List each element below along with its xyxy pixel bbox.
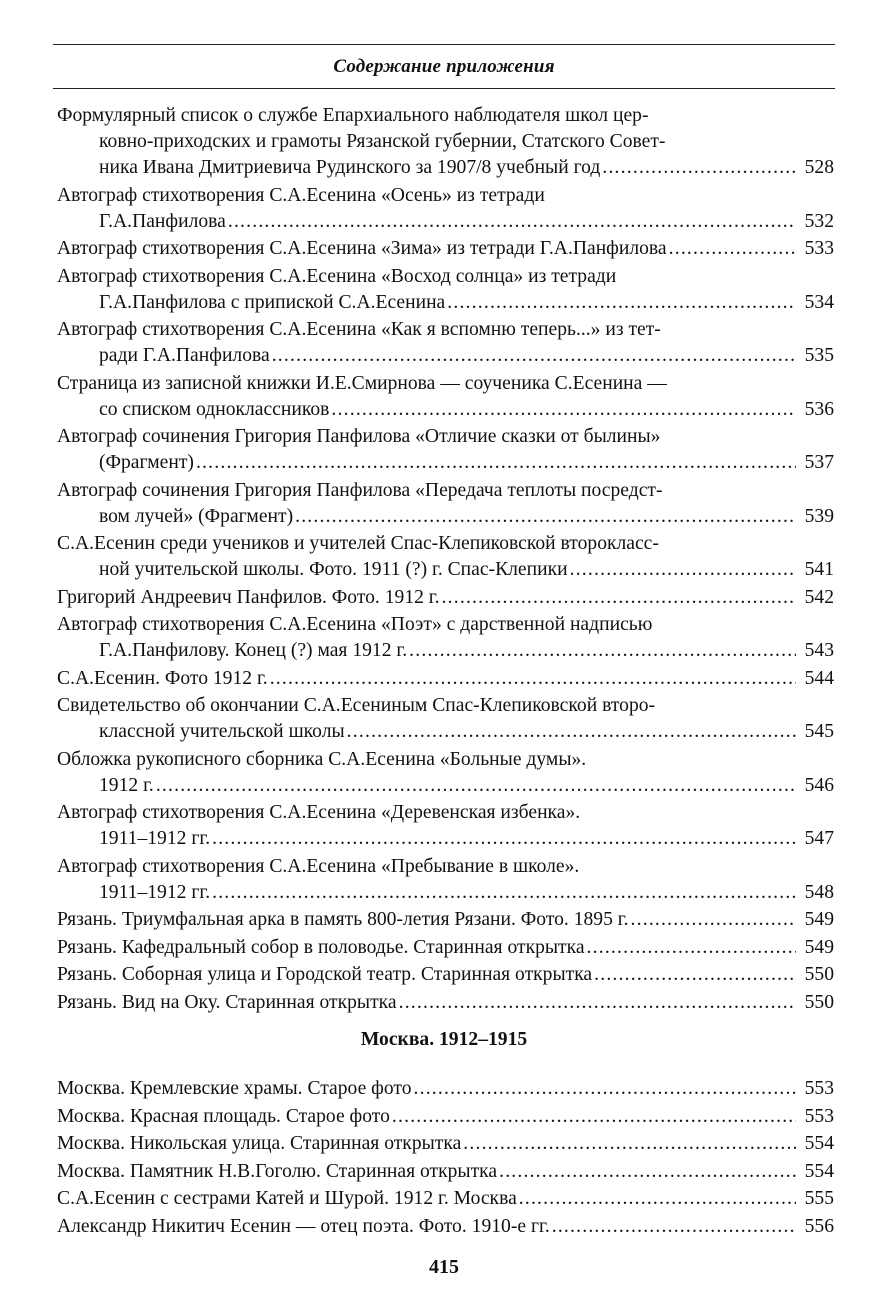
toc-entry — [57, 317, 834, 369]
dot-leader — [392, 1104, 796, 1130]
toc-page-number: 555 — [804, 1188, 834, 1209]
toc-entry — [57, 800, 834, 852]
toc-entry-text: Автограф стихотворения С.А.Есенина «Поэт» с дарственной надписью — [57, 614, 653, 635]
toc-entry-last-line — [57, 1214, 834, 1240]
toc-entry-last-line — [57, 397, 834, 423]
toc-entry-last-line — [57, 585, 834, 611]
toc-page-number: 554 — [804, 1133, 834, 1154]
toc-page-number: 544 — [804, 667, 834, 689]
toc-page-number: 556 — [804, 1215, 834, 1237]
toc-entry — [57, 666, 834, 692]
dot-leader — [447, 290, 796, 316]
toc-entry-text: Москва. Кремлевские храмы. Старое фото — [57, 1078, 412, 1099]
toc-entry — [57, 1104, 834, 1130]
toc-page-number: 553 — [804, 1105, 834, 1127]
toc-entry — [57, 585, 834, 611]
toc-entry-text: Автограф стихотворения С.А.Есенина «Деревенская избенка». — [57, 802, 581, 823]
toc-entry-text: Москва. Красная площадь. Старое фото — [57, 1105, 390, 1127]
dot-leader — [442, 585, 796, 611]
toc-entry — [57, 103, 834, 181]
header-bottom-rule — [53, 88, 835, 89]
toc-entry — [57, 236, 834, 262]
toc-list-moscow — [57, 1076, 834, 1241]
toc-page-number: 549 — [804, 936, 834, 958]
toc-entry-last-line — [57, 638, 834, 664]
toc-entry — [57, 371, 834, 423]
toc-page-number: 532 — [804, 210, 834, 232]
toc-entry — [57, 531, 834, 583]
toc-page-number: 546 — [804, 774, 834, 796]
toc-page-number: 539 — [804, 505, 834, 527]
toc-entry-text: Автограф сочинения Григория Панфилова «Передача теплоты посредст- — [57, 479, 663, 501]
toc-entry-last-line — [57, 935, 834, 961]
toc-entry-text: Свидетельство об окончании С.А.Есениным Спас-Клепиковской второ- — [57, 695, 656, 716]
toc-entry — [57, 1131, 834, 1157]
dot-leader — [295, 504, 796, 530]
toc-entry-text: Автограф стихотворения С.А.Есенина «Как я вспомню теперь...» из тет- — [57, 319, 661, 340]
toc-entry-text: С.А.Есенин среди учеников и учителей Спас-Клепиковской второкласс- — [57, 533, 659, 554]
toc-entry — [57, 1186, 834, 1212]
dot-leader — [196, 450, 796, 476]
dot-leader — [212, 826, 796, 852]
toc-entry-text: Рязань. Кафедральный собор в половодье. Старинная открытка — [57, 936, 585, 958]
toc-page-number: 548 — [804, 881, 834, 903]
dot-leader — [552, 1214, 796, 1240]
toc-entry-last-line — [57, 290, 834, 316]
section-title: Москва. 1912–1915 — [360, 1029, 528, 1050]
toc-entry-text: ради Г.А.Панфилова — [99, 345, 270, 366]
dot-leader — [631, 907, 796, 933]
toc-entry-text: С.А.Есенин с сестрами Катей и Шурой. 1912 г. Москва — [57, 1188, 517, 1209]
toc-entry-last-line — [57, 236, 834, 262]
dot-leader — [156, 773, 796, 799]
toc-entry-text: Москва. Памятник Н.В.Гоголю. Старинная открытка — [57, 1160, 498, 1182]
toc-entry-last-line — [57, 773, 834, 799]
toc-page-number: 528 — [804, 157, 834, 178]
toc-page-number: 534 — [804, 291, 834, 313]
toc-page-number: 535 — [804, 345, 834, 366]
toc-entry-text: С.А.Есенин. Фото 1912 г. — [57, 667, 268, 689]
toc-page-number: 550 — [804, 991, 834, 1013]
toc-entry-last-line — [57, 826, 834, 852]
toc-entry-last-line — [57, 880, 834, 906]
toc-entry — [57, 183, 834, 235]
toc-entry — [57, 907, 834, 933]
toc-entry — [57, 962, 834, 988]
toc-entry-text: Г.А.Панфилова — [99, 210, 226, 232]
toc-entry-text: Рязань. Вид на Оку. Старинная открытка — [57, 991, 397, 1013]
toc-entry-last-line — [57, 450, 834, 476]
toc-entry-text: 1911–1912 гг. — [99, 881, 211, 903]
toc-page-number: 549 — [804, 909, 834, 930]
toc-entry — [57, 1214, 834, 1240]
dot-leader — [270, 666, 796, 692]
toc-entry-last-line — [57, 666, 834, 692]
toc-entry-text: ковно-приходских и грамоты Рязанской губернии, Статского Совет- — [99, 131, 666, 152]
toc-entry-last-line — [57, 1131, 834, 1157]
dot-leader — [463, 1131, 796, 1157]
toc-entry-text: Автограф стихотворения С.А.Есенина «Пребывание в школе». — [57, 855, 580, 877]
toc-page-number: 543 — [804, 640, 834, 661]
toc-entry-last-line — [57, 1076, 834, 1102]
toc-entry-text: (Фрагмент) — [99, 452, 194, 473]
dot-leader — [228, 209, 796, 235]
header-top-rule — [53, 44, 835, 45]
toc-entry-last-line — [57, 719, 834, 745]
toc-entry — [57, 1076, 834, 1102]
toc-entry — [57, 990, 834, 1016]
toc-entry — [57, 747, 834, 799]
toc-entry-last-line — [57, 962, 834, 988]
dot-leader — [499, 1159, 796, 1185]
toc-entry-text: Автограф стихотворения С.А.Есенина «Восход солнца» из тетради — [57, 265, 617, 287]
toc-page-number: 533 — [804, 238, 834, 259]
toc-page-number: 537 — [804, 452, 834, 473]
dot-leader — [409, 638, 796, 664]
toc-entry-last-line — [57, 504, 834, 530]
toc-entry-text: Григорий Андреевич Панфилов. Фото. 1912 г. — [57, 586, 440, 608]
dot-leader — [399, 990, 796, 1016]
toc-entry-text: Г.А.Панфилову. Конец (?) мая 1912 г. — [99, 640, 408, 661]
toc-entry-text: Рязань. Соборная улица и Городской театр. Старинная открытка — [57, 964, 593, 985]
toc-entry-text: Александр Никитич Есенин — отец поэта. Фото. 1910-е гг. — [57, 1215, 550, 1237]
dot-leader — [587, 935, 796, 961]
toc-entry-text: ной учительской школы. Фото. 1911 (?) г. Спас-Клепики — [99, 559, 568, 580]
toc-entry-text: вом лучей» (Фрагмент) — [99, 505, 294, 527]
toc-entry-text: Автограф стихотворения С.А.Есенина «Осень» из тетради — [57, 184, 545, 206]
dot-leader — [212, 880, 796, 906]
dot-leader — [669, 236, 796, 262]
toc-page-number: 536 — [804, 398, 834, 420]
dot-leader — [272, 343, 796, 369]
toc-entry-text: Рязань. Триумфальная арка в память 800-летия Рязани. Фото. 1895 г. — [57, 909, 629, 930]
toc-page-number: 542 — [804, 586, 834, 608]
toc-entry-last-line — [57, 1104, 834, 1130]
dot-leader — [414, 1076, 796, 1102]
toc-entry-last-line — [57, 1159, 834, 1185]
toc-entry-text: Москва. Никольская улица. Старинная открытка — [57, 1133, 462, 1154]
toc-entry — [57, 612, 834, 664]
toc-page-number: 547 — [804, 828, 834, 849]
toc-entry-text: Автограф сочинения Григория Панфилова «Отличие сказки от былины» — [57, 426, 661, 447]
toc-entry-text: Страница из записной книжки И.Е.Смирнова — соученика С.Есенина — — [57, 372, 667, 394]
toc-entry-text: классной учительской школы — [99, 721, 345, 742]
toc-entry-text: Формулярный список о службе Епархиального наблюдателя школ цер- — [57, 105, 649, 126]
toc-entry — [57, 424, 834, 476]
toc-entry-last-line — [57, 209, 834, 235]
toc-entry — [57, 478, 834, 530]
toc-entry-text: 1911–1912 гг. — [99, 828, 211, 849]
toc-entry — [57, 854, 834, 906]
toc-page-number: 553 — [804, 1078, 834, 1099]
toc-entry — [57, 693, 834, 745]
dot-leader — [594, 962, 796, 988]
toc-entry-text: ника Ивана Дмитриевича Рудинского за 1907/8 учебный год — [99, 157, 601, 178]
toc-entry-last-line — [57, 1186, 834, 1212]
toc-entry-last-line — [57, 990, 834, 1016]
toc-entry — [57, 935, 834, 961]
toc-entry-last-line — [57, 907, 834, 933]
toc-entry-text: Г.А.Панфилова с припиской С.А.Есенина — [99, 291, 446, 313]
toc-entry — [57, 264, 834, 316]
dot-leader — [519, 1186, 796, 1212]
toc-page-number: 550 — [804, 964, 834, 985]
toc-entry-last-line — [57, 557, 834, 583]
toc-entry-last-line — [57, 343, 834, 369]
toc-entry-last-line — [57, 155, 834, 181]
toc-list — [57, 103, 834, 1017]
dot-leader — [602, 155, 796, 181]
dot-leader — [331, 397, 796, 423]
dot-leader — [347, 719, 796, 745]
toc-entry-text: Автограф стихотворения С.А.Есенина «Зима» из тетради Г.А.Панфилова — [57, 238, 667, 259]
toc-entry-text: со списком одноклассников — [99, 398, 330, 420]
dot-leader — [570, 557, 796, 583]
toc-entry-text: 1912 г. — [99, 774, 154, 796]
running-title: Содержание приложения — [333, 56, 555, 77]
page-number: 415 — [429, 1256, 459, 1278]
toc-page-number: 541 — [804, 559, 834, 580]
toc-page-number: 545 — [804, 721, 834, 742]
toc-entry — [57, 1159, 834, 1185]
toc-entry-text: Обложка рукописного сборника С.А.Есенина «Больные думы». — [57, 748, 587, 770]
toc-page-number: 554 — [804, 1160, 834, 1182]
